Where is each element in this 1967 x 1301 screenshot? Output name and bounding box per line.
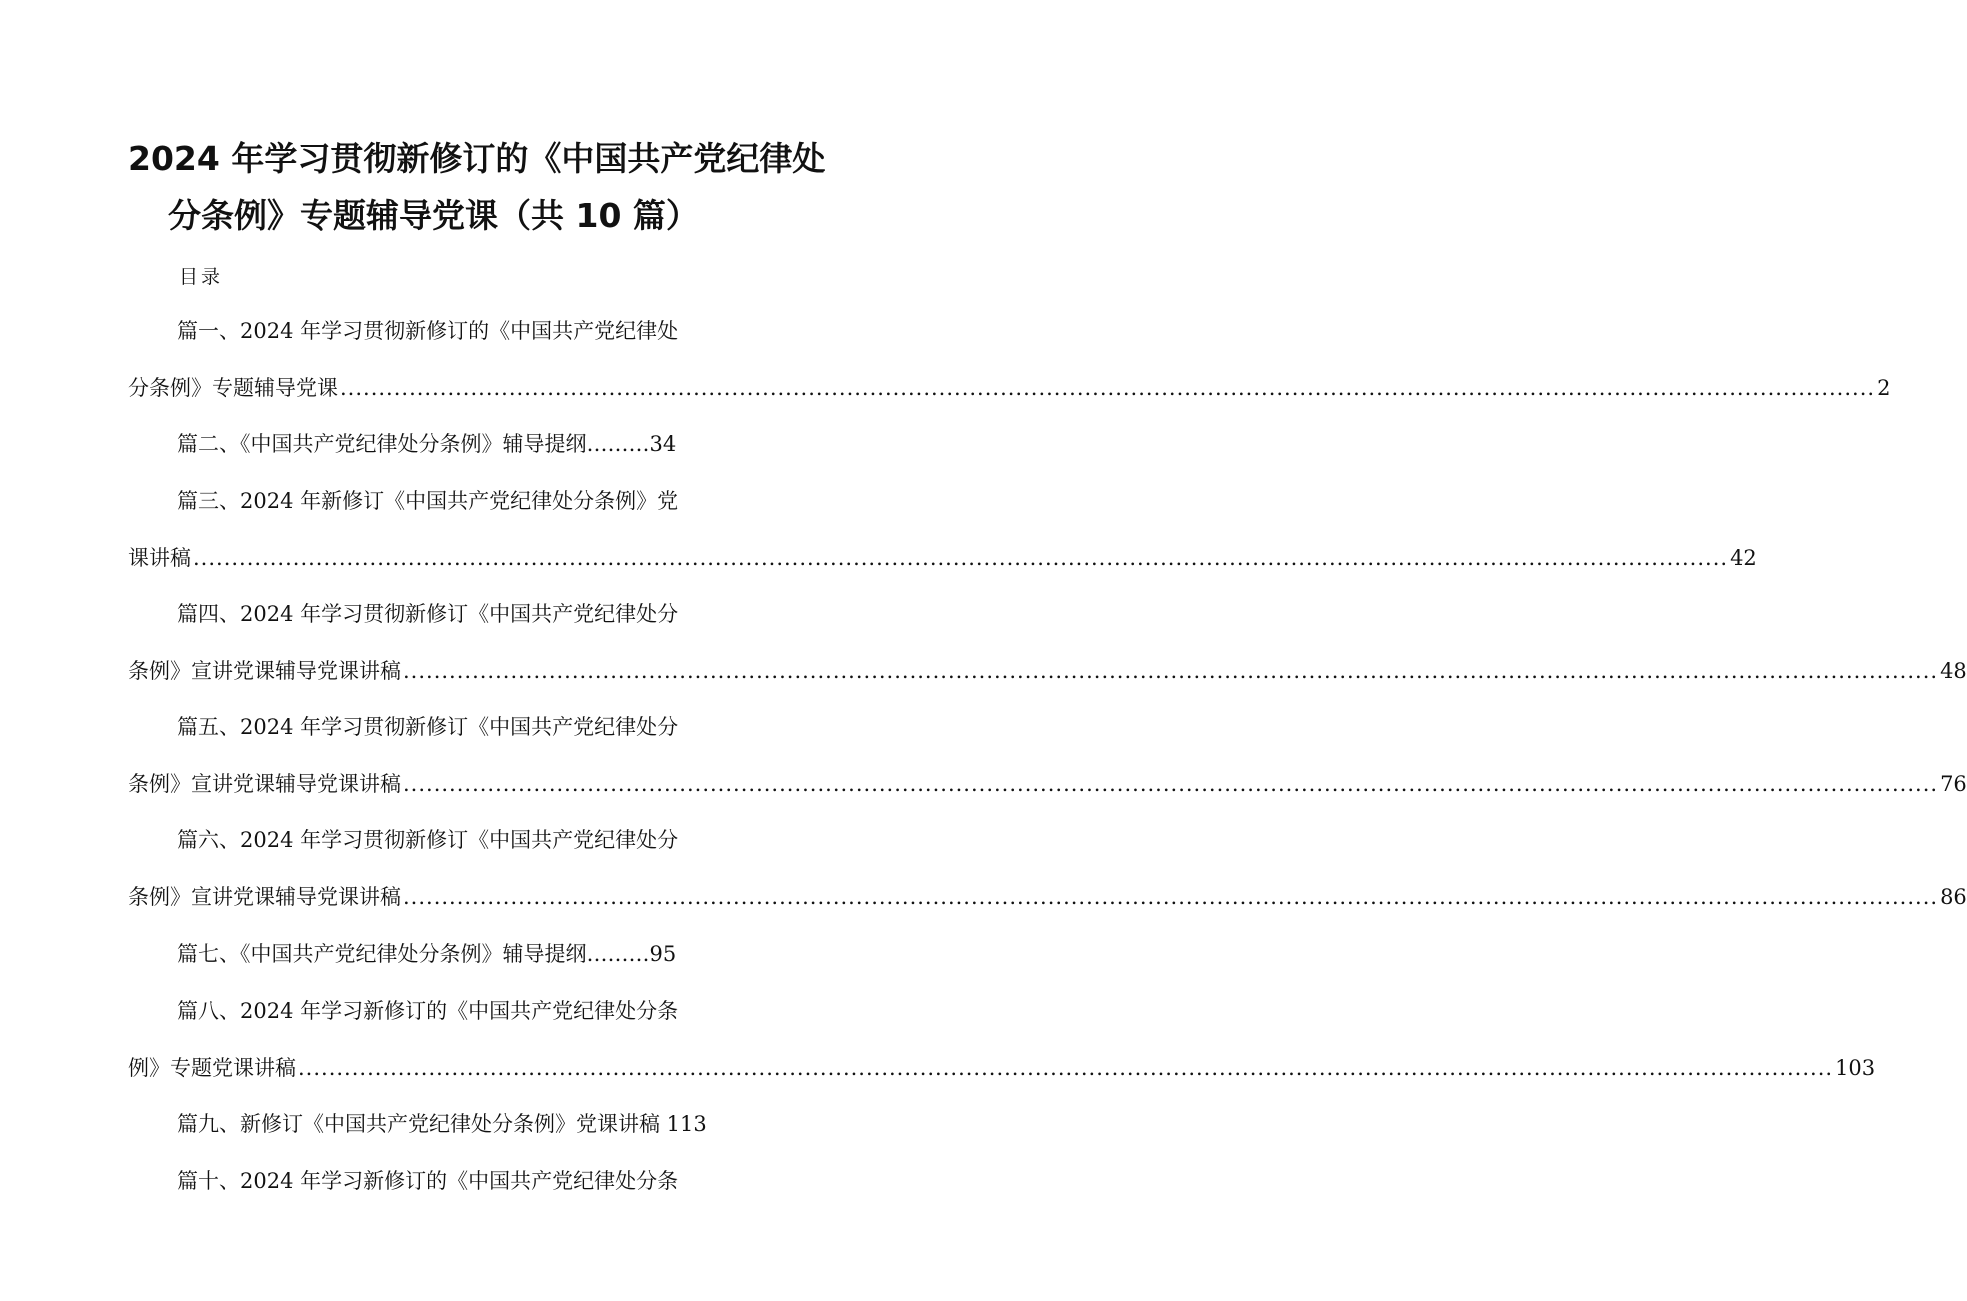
toc-entry-text: 篇四、2024 年学习贯彻新修订《中国共产党纪律处分 bbox=[177, 602, 679, 626]
dot-leader: ........................................................................................................................................................................................................ bbox=[403, 659, 1939, 683]
toc-entry-text: 篇二、《中国共产党纪律处分条例》辅导提纲………34 bbox=[177, 432, 677, 456]
dot-leader: ........................................................................................................................................................................................................ bbox=[403, 885, 1939, 909]
toc-entry-text: 篇三、2024 年新修订《中国共产党纪律处分条例》党 bbox=[177, 489, 679, 513]
toc-entry-continuation bbox=[128, 769, 1967, 799]
title-line-2: 分条例》专题辅导党课（共 10 篇） bbox=[168, 196, 699, 235]
page-number: 86 bbox=[1940, 885, 1967, 909]
toc-entry-text: 篇八、2024 年学习新修订的《中国共产党纪律处分条 bbox=[177, 999, 679, 1023]
toc-entry-text: 条例》宣讲党课辅导党课讲稿 bbox=[128, 659, 401, 683]
dot-leader: ........................................................................................................................................................................................................ bbox=[403, 772, 1939, 796]
page-number: 103 bbox=[1835, 1056, 1876, 1080]
toc-entry-text: 篇六、2024 年学习贯彻新修订《中国共产党纪律处分 bbox=[177, 828, 679, 852]
page-number: 76 bbox=[1940, 772, 1967, 796]
toc-entry-text: 例》专题党课讲稿 bbox=[128, 1056, 296, 1080]
dot-leader: ........................................................................................................................................................................................................ bbox=[193, 546, 1729, 570]
toc-entry-continuation bbox=[128, 373, 1891, 403]
dot-leader: ........................................................................................................................................................................................................ bbox=[340, 376, 1876, 400]
toc-entry-text: 篇五、2024 年学习贯彻新修订《中国共产党纪律处分 bbox=[177, 715, 679, 739]
toc-heading: 目录 bbox=[179, 266, 224, 288]
toc-entry-text: 分条例》专题辅导党课 bbox=[128, 376, 338, 400]
toc-entry-continuation bbox=[128, 882, 1967, 912]
toc-entry-continuation bbox=[128, 656, 1967, 686]
toc-entry-text: 篇七、《中国共产党纪律处分条例》辅导提纲………95 bbox=[177, 942, 677, 966]
toc-entry-text: 课讲稿 bbox=[128, 546, 191, 570]
toc-entry-text: 条例》宣讲党课辅导党课讲稿 bbox=[128, 885, 401, 909]
toc-entry-text: 篇十、2024 年学习新修订的《中国共产党纪律处分条 bbox=[177, 1169, 679, 1193]
toc-entry-continuation bbox=[128, 1053, 1876, 1083]
page-number: 48 bbox=[1940, 659, 1967, 683]
dot-leader: ........................................................................................................................................................................................................ bbox=[298, 1056, 1834, 1080]
toc-entry-text: 篇一、2024 年学习贯彻新修订的《中国共产党纪律处 bbox=[177, 319, 679, 343]
page-number: 42 bbox=[1730, 546, 1757, 570]
toc-entry-text: 篇九、新修订《中国共产党纪律处分条例》党课讲稿 113 bbox=[177, 1112, 707, 1136]
toc-entry-continuation bbox=[128, 543, 1757, 573]
toc-entry-text: 条例》宣讲党课辅导党课讲稿 bbox=[128, 772, 401, 796]
title-line-1: 2024 年学习贯彻新修订的《中国共产党纪律处 bbox=[128, 139, 826, 178]
page-number: 2 bbox=[1877, 376, 1891, 400]
